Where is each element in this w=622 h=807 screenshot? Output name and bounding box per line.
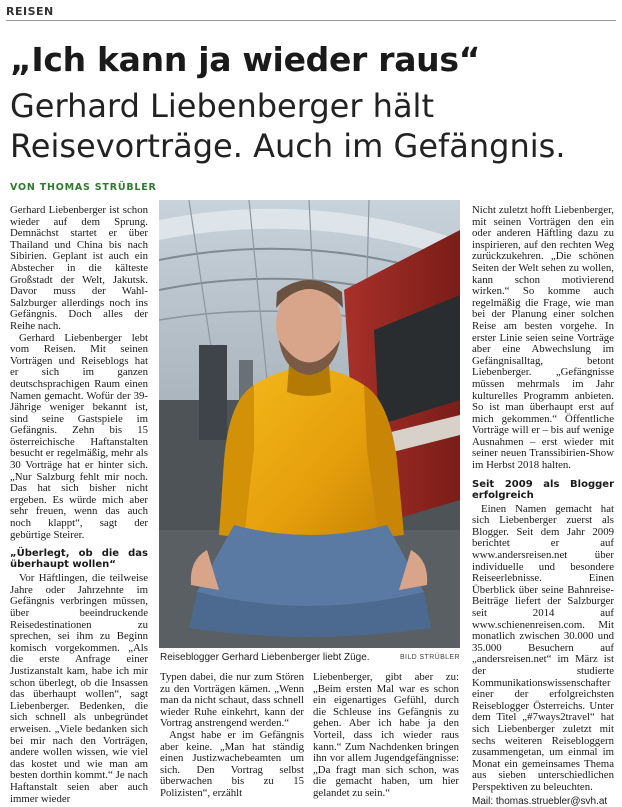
column-1 <box>10 205 148 805</box>
subheadline-line-1: Gerhard Liebenberger hält <box>10 86 610 126</box>
headline: „Ich kann ja wieder raus“ <box>10 40 610 80</box>
author-email: Mail: thomas.struebler@svh.at <box>472 796 614 807</box>
column-2 <box>160 672 304 800</box>
section-label: REISEN <box>6 5 616 21</box>
subheadline-line-2: Reisevorträge. Auch im Gefängnis. <box>10 126 610 166</box>
subheading: „Überlegt, ob die das überhaupt wollen“ <box>10 548 148 570</box>
paragraph: Nicht zuletzt hofft Liebenberger, mit seinen Vorträgen den ein oder anderen Häftling dazu zu inspirieren, auf den rechten Weg zurückzukehren. „Die schönen Seiten der Welt sehen zu wollen, kann schon motivierend wirken.“ So komme auch regelmäßig die Frage, wie man bei der Planung einer solchen Reise am besten vorgehe. In erster Linie seien seine Vorträge aber eine Abwechslung im Gefängnisalltag, betont Liebenberger. „Gefängnisse müssen mehrmals im Jahr kulturelles Programm anbieten. So ist man überhaupt erst auf mich gekommen.“ Öffentliche Vorträge will er – bis auf wenige Ausnahmen – erst wieder mit seiner neuen Transsibirien-Show im Herbst 2018 halten. <box>472 205 614 472</box>
paragraph: Gerhard Liebenberger lebt vom Reisen. Mit seinen Vorträgen und Reiseblogs hat er sich im ganzen deutschsprachigen Raum einen Namen gemacht. Wofür der 39-Jährige weniger bekannt ist, sind seine Gastspiele im Gefängnis. Zehn bis 15 österreichische Haftanstalten besucht er regelmäßig, mehr als 30 Vorträge hat er hinter sich. „Nur Salzburg fehlt mir noch. Das hat sich bisher nicht ergeben. Es würde mich aber sehr freuen, wenn das auch noch klappt“, sagt der gebürtige Steirer. <box>10 333 148 542</box>
photo-credit: BILD STRÜBLER <box>400 654 460 661</box>
paragraph: Einen Namen gemacht hat sich Liebenberger zuerst als Blogger. Seit dem Jahr 2009 berichtet er auf www.andersreisen.net über individuelle und besondere Reiseerlebnisse. Einen Überblick über seine Bahnreise-Beiträge liefert der Salzburger seit 2014 auf www.schienenreisen.com. Mit monatlich zwischen 30.000 und 35.000 Besuchern auf „andersreisen.net“ im März ist der studierte Kommunikationswissenschafter einer der erfolgreichsten Reiseblogger Österreichs. Unter dem Titel „#7ways2travel“ hat sich Liebenberger zuletzt mit sechs weiteren Reisebloggern zusammengetan, um einmal im Monat ein gemeinsames Thema aus sieben unterschiedlichen Perspektiven zu beleuchten. <box>472 504 614 794</box>
column-3 <box>313 672 459 800</box>
paragraph: Vor Häftlingen, die teilweise Jahre oder Jahrzehnte im Gefängnis verbringen müssen, über beeindruckende Reisedestinationen zu sprechen, sei ihm zu Beginn komisch vorgekommen. „Als die erste Anfrage einer Justizanstalt kam, habe ich mir schon überlegt, ob die Insassen das überhaupt wollen“, sagt Liebenberger. Bedenken, die sich schnell als unbegründet erweisen. „Viele bedanken sich bei mir nach den Vorträgen, andere wollen wissen, wie viel das kostet und wie man am besten dorthin kommt.“ Je nach Haftanstalt seien aber auch immer wieder <box>10 573 148 805</box>
column-4 <box>472 205 614 807</box>
article-photo <box>159 200 460 648</box>
subheadline <box>10 86 610 166</box>
caption-text: Reiseblogger Gerhard Liebenberger liebt Züge. <box>160 652 370 663</box>
photo-caption <box>160 652 460 663</box>
paragraph: Liebenberger, gibt aber zu: „Beim ersten Mal war es schon ein eigenartiges Gefühl, durch die Schleuse ins Gefängnis zu gehen. Aber ich habe ja den Vorteil, dass ich wieder raus kann.“ Zum Nachdenken bringen ihn vor allem Jugendgefängnisse: „Da fragt man sich schon, was die gemacht haben, um hier gelandet zu sein.“ <box>313 672 459 800</box>
subheading: Seit 2009 als Blogger erfolgreich <box>472 479 614 501</box>
paragraph: Gerhard Liebenberger ist schon wieder auf dem Sprung. Demnächst startet er über Thailand und China bis nach Sibirien. Geplant ist auch ein Abstecher in die kälteste Großstadt der Welt, Jakutsk. Davor muss der Wahl-Salzburger allerdings noch ins Gefängnis. Doch alles der Reihe nach. <box>10 205 148 333</box>
paragraph: Typen dabei, die nur zum Stören zu den Vorträgen kämen. „Wenn man da nicht schaut, dass schnell wieder Ruhe einkehrt, kann der Vortrag anstrengend werden.“ <box>160 672 304 730</box>
byline: VON THOMAS STRÜBLER <box>10 182 157 193</box>
paragraph: Angst habe er im Gefängnis aber keine. „Man hat ständig einen Justizwachebeamten um sich. Den Vortrag selbst überwachen bis zu 15 Polizisten“, erzählt <box>160 730 304 800</box>
